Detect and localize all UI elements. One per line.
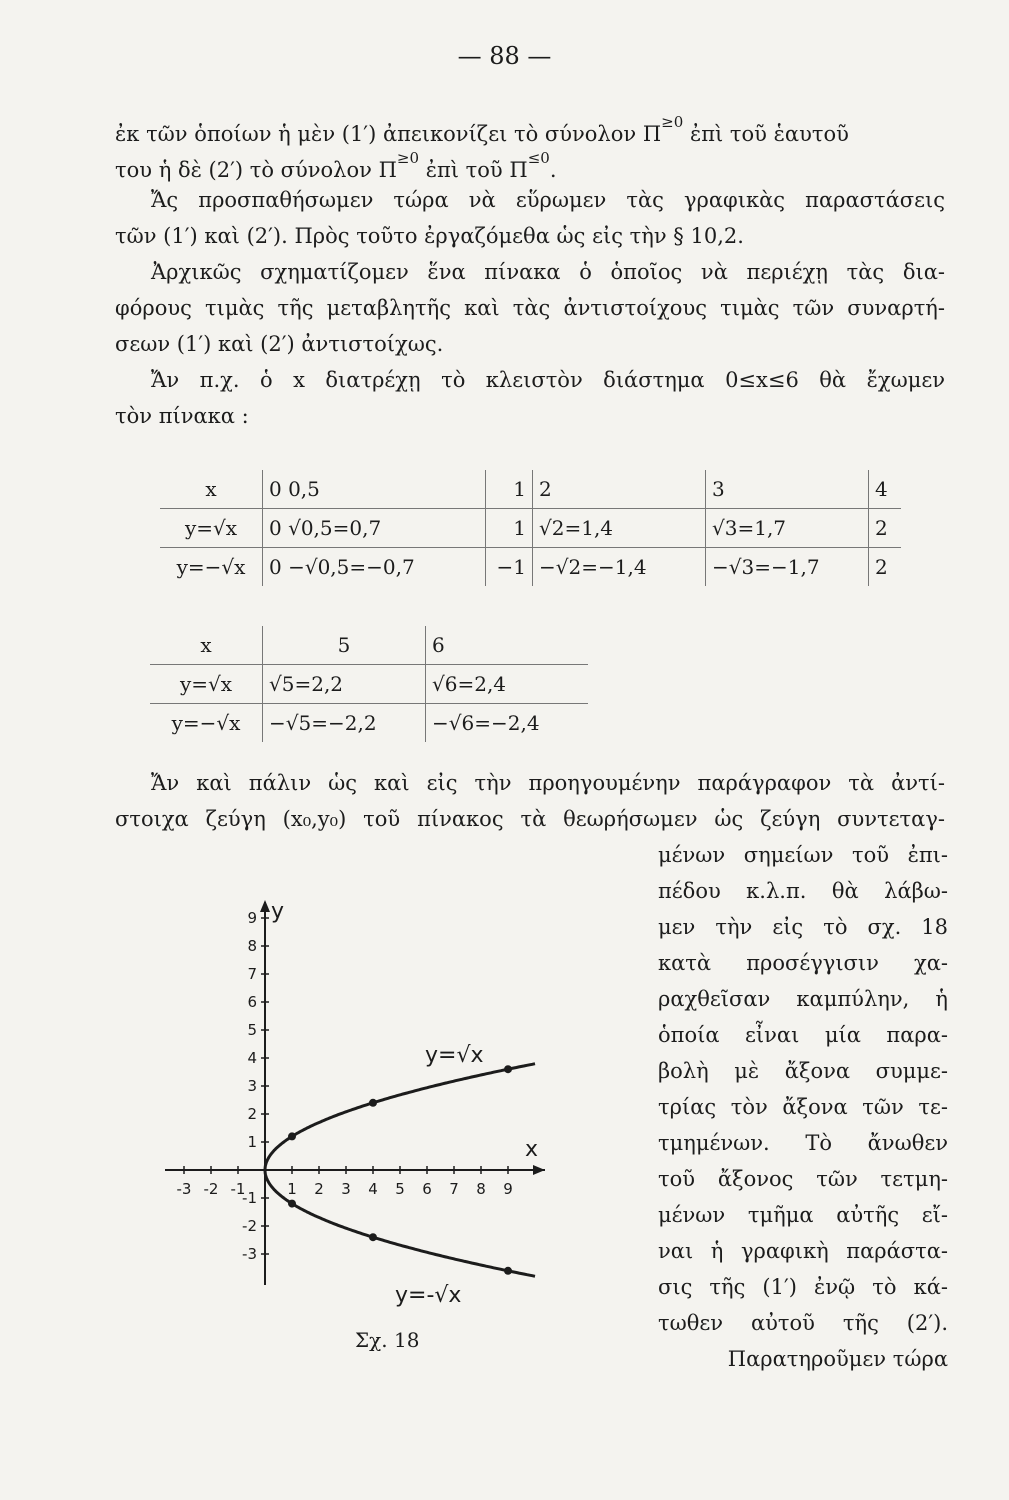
x-axis-arrow-icon [533, 1165, 545, 1175]
table-cell: −√5=−2,2 [263, 704, 426, 743]
page-number: — 88 — [457, 42, 552, 70]
x-tick-label: 3 [341, 1180, 351, 1198]
p1-line-6: φόρους τιμὰς τῆς μεταβλητῆς καὶ τὰς ἀντιστοίχους τιμὰς τῶν συναρτή- [115, 296, 945, 320]
right-column-line: Παρατηροῦμεν τώρα [727, 1347, 948, 1371]
right-column-line: ὁποία εἶναι μία παρα- [658, 1023, 948, 1047]
x-tick-label: 1 [287, 1180, 297, 1198]
x-tick-label: 6 [422, 1180, 432, 1198]
paragraph-2 [115, 765, 945, 837]
table-cell: 2 [869, 548, 902, 587]
right-column-line: τρίας τὸν ἄξονα τῶν τε- [658, 1095, 948, 1119]
x-tick-label: -3 [176, 1180, 192, 1198]
table-cell: 1 [486, 470, 533, 509]
y-tick-label: 6 [247, 993, 257, 1011]
table-row [150, 704, 588, 743]
table-cell: 0 −√0,5=−0,7 [263, 548, 486, 587]
curve-y-sqrt-x [265, 1064, 535, 1170]
table-cell: −√6=−2,4 [426, 704, 589, 743]
table-cell: 4 [869, 470, 902, 509]
y-axis-arrow-icon [260, 900, 270, 912]
values-table-1 [160, 470, 901, 586]
table-cell: x [160, 470, 263, 509]
table-cell: √5=2,2 [263, 665, 426, 704]
p1-line-1: ἐκ τῶν ὁποίων ἡ μὲν (1′) ἀπεικονίζει τὸ σύνολον $\Pi^{\ge 0}$ ἐπὶ τοῦ ἑαυτοῦ [115, 113, 849, 146]
right-column-line: μεν τὴν εἰς τὸ σχ. 18 [658, 915, 948, 939]
x-tick-label: -1 [230, 1180, 246, 1198]
table-cell: y=−√x [176, 555, 246, 579]
table-cell: √3=1,7 [706, 509, 869, 548]
x-axis-label: x [525, 1137, 539, 1162]
table-cell: 2 [869, 509, 902, 548]
y-tick-label: -1 [242, 1189, 257, 1207]
p1-line-4: τῶν (1′) καὶ (2′). Πρὸς τοῦτο ἐργαζόμεθα ὡς εἰς τὴν § 10,2. [115, 224, 744, 248]
table-cell: y=√x [150, 665, 263, 704]
y-tick-label: 2 [247, 1105, 257, 1123]
x-tick-label: 9 [503, 1180, 513, 1198]
table-cell: 3 [706, 470, 869, 509]
right-column-line: μένων τμῆμα αὐτῆς εἴ- [658, 1203, 948, 1227]
table-cell: 5 [263, 626, 426, 665]
table-cell: √6=2,4 [426, 665, 589, 704]
data-point [369, 1099, 377, 1107]
right-column-line: τωθεν αὐτοῦ τῆς (2′). [658, 1311, 948, 1335]
right-column-line: τμημένων. Τὸ ἄνωθεν [658, 1131, 948, 1155]
p1-line-8: Ἄν π.χ. ὁ x διατρέχῃ τὸ κλειστὸν διάστημα 0≤x≤6 θὰ ἔχωμεν [151, 368, 945, 392]
right-column-line: τοῦ ἄξονος τῶν τετμη- [658, 1167, 948, 1191]
table-cell: x [150, 626, 263, 665]
y-tick-label: 5 [247, 1021, 257, 1039]
table-row [160, 548, 901, 587]
curve-label-lower: y=-√x [395, 1283, 462, 1308]
table-cell: −1 [486, 548, 533, 587]
p1-line-2: του ἡ δὲ (2′) τὸ σύνολον $\Pi^{\ge 0}$ ἐπὶ τοῦ $\Pi^{\le 0}$. [115, 149, 557, 182]
y-tick-label: -2 [242, 1217, 257, 1235]
table-row [160, 509, 901, 548]
p1-line-3: Ἄς προσπαθήσωμεν τώρα νὰ εὕρωμεν τὰς γραφικὰς παραστάσεις [151, 188, 945, 212]
right-column-line: κατὰ προσέγγισιν χα- [658, 951, 948, 975]
data-point [288, 1132, 296, 1140]
figure-18-parabola [150, 890, 550, 1310]
right-column-text [658, 837, 948, 1377]
p1-line-7: σεων (1′) καὶ (2′) ἀντιστοίχως. [115, 332, 444, 356]
x-tick-label: 2 [314, 1180, 324, 1198]
data-point [504, 1267, 512, 1275]
right-column-line: ναι ἡ γραφικὴ παράστα- [658, 1239, 948, 1263]
paragraph-1 [115, 110, 945, 434]
table-cell: 0 √0,5=0,7 [263, 509, 486, 548]
table-row [150, 665, 588, 704]
table-row [160, 470, 901, 509]
x-tick-label: 7 [449, 1180, 459, 1198]
right-column-line: ραχθεῖσαν καμπύλην, ἡ [658, 987, 948, 1011]
x-tick-label: 8 [476, 1180, 486, 1198]
x-tick-label: -2 [203, 1180, 219, 1198]
table-row [150, 626, 588, 665]
y-tick-label: 8 [247, 937, 257, 955]
x-tick-label: 5 [395, 1180, 405, 1198]
p1-line-9: τὸν πίνακα : [115, 404, 249, 428]
right-column-line: σις τῆς (1′) ἐνῷ τὸ κά- [658, 1275, 948, 1299]
p1-line-5: Ἀρχικῶς σχηματίζομεν ἕνα πίνακα ὁ ὁποῖος νὰ περιέχῃ τὰς δια- [151, 260, 945, 284]
table-cell: −√3=−1,7 [706, 548, 869, 587]
y-tick-label: -3 [242, 1245, 257, 1263]
table-cell: y=−√x [171, 711, 241, 735]
table-cell: −√2=−1,4 [533, 548, 706, 587]
table-cell: y=√x [160, 509, 263, 548]
table-cell: √2=1,4 [533, 509, 706, 548]
p2-line-1: Ἄν καὶ πάλιν ὡς καὶ εἰς τὴν προηγουμένην παράγραφον τὰ ἀντί- [151, 771, 945, 795]
y-tick-label: 4 [247, 1049, 257, 1067]
p2-line-2: στοιχα ζεύγη (x₀,y₀) τοῦ πίνακος τὰ θεωρήσωμεν ὡς ζεύγη συντεταγ- [115, 807, 945, 831]
right-column-line: μένων σημείων τοῦ ἐπι- [658, 843, 948, 867]
y-tick-label: 7 [247, 965, 257, 983]
figure-caption: Σχ. 18 [355, 1328, 420, 1352]
y-tick-label: 3 [247, 1077, 257, 1095]
table-cell: 6 [426, 626, 589, 665]
curve-label-upper: y=√x [425, 1043, 484, 1068]
y-axis-label: y [271, 899, 285, 924]
x-tick-label: 4 [368, 1180, 378, 1198]
right-column-line: πέδου κ.λ.π. θὰ λάβω- [658, 879, 948, 903]
table-cell: 0 0,5 [263, 470, 486, 509]
right-column-line: βολὴ μὲ ἄξονα συμμε- [658, 1059, 948, 1083]
data-point [288, 1200, 296, 1208]
values-table-2 [150, 626, 588, 742]
y-tick-label: 9 [247, 909, 257, 927]
data-point [504, 1065, 512, 1073]
table-cell: 1 [486, 509, 533, 548]
data-point [369, 1233, 377, 1241]
y-tick-label: 1 [247, 1133, 257, 1151]
table-cell: 2 [533, 470, 706, 509]
